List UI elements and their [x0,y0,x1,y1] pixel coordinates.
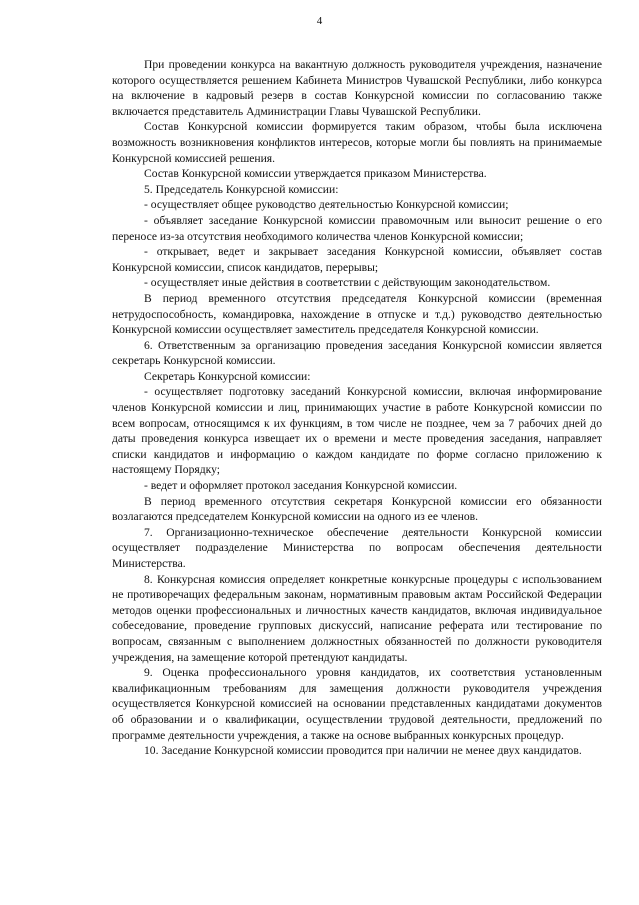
paragraph: 8. Конкурсная комиссия определяет конкретные конкурсные процедуры с использованием не противоречащих федеральным законам, нормативным правовым актам Российской Федерации методов оценки профессиональных и личностных качеств кандидатов, включая индивидуальное собеседование, проведение групповых дискуссий, написание реферата или тестирование по вопросам, связанным с выполнением должностных обязанностей по должности руководителя учреждения, на замещение которой претендуют кандидаты. [112,572,602,664]
paragraph: 7. Организационно-техническое обеспечение деятельности Конкурсной комиссии осуществляет подразделение Министерства по вопросам обеспечения деятельности Министерства. [112,525,602,570]
list-item: - осуществляет общее руководство деятельностью Конкурсной комиссии; [144,198,509,212]
document-body [112,57,602,759]
list-item: - объявляет заседание Конкурсной комиссии правомочным или выносит решение о его переносе из-за отсутствия необходимого количества членов Конкурсной комиссии; [112,213,602,243]
paragraph: 9. Оценка профессионального уровня кандидатов, их соответствия установленным квалификационным требованиям для замещения должности руководителя учреждения осуществляется Конкурсной комиссией на основании представленных кандидатами документов об образовании и о квалификации, осуществлении трудовой деятельности, предложений по программе деятельности учреждения, а также на основе выбранных конкурсных процедур. [112,666,602,742]
list-item: - осуществляет подготовку заседаний Конкурсной комиссии, включая информирование членов Конкурсной комиссии и лиц, принимающих участие в работе Конкурсной комиссии по всем вопросам, относящимся к их функциям, в том числе не позднее, чем за 7 рабочих дней до даты проведения конкурса извещает их о времени и месте проведения заседания, направляет списки кандидатов и информацию о каждом кандидате по форме согласно приложению к настоящему Порядку; [112,385,602,477]
section-heading: 5. Председатель Конкурсной комиссии: [144,182,339,196]
paragraph: 10. Заседание Конкурсной комиссии проводится при наличии не менее двух кандидатов. [144,744,582,758]
paragraph: 6. Ответственным за организацию проведения заседания Конкурсной комиссии является секретарь Конкурсной комиссии. [112,338,602,368]
list-item: - ведет и оформляет протокол заседания Конкурсной комиссии. [144,479,458,493]
paragraph: В период временного отсутствия секретаря Конкурсной комиссии его обязанности возлагаются председателем Конкурсной комиссии на одного из ее членов. [112,494,602,524]
section-heading: Секретарь Конкурсной комиссии: [144,369,311,383]
paragraph: В период временного отсутствия председателя Конкурсной комиссии (временная нетрудоспособность, командировка, нахождение в отпуске и т.д.) руководство деятельностью Конкурсной комиссии осуществляет заместитель председателя Конкурсной комиссии. [112,291,602,337]
list-item: - открывает, ведет и закрывает заседания Конкурсной комиссии, объявляет состав Конкурсной комиссии, список кандидатов, перерывы; [112,245,602,274]
page-number: 4 [316,15,323,27]
paragraph: Состав Конкурсной комиссии формируется таким образом, чтобы была исключена возможность возникновения конфликтов интересов, которые могли бы повлиять на принимаемые Конкурсной комиссией решения. [112,120,602,165]
paragraph: Состав Конкурсной комиссии утверждается приказом Министерства. [144,167,487,181]
paragraph: При проведении конкурса на вакантную должность руководителя учреждения, назначение которого осуществляется решением Кабинета Министров Чувашской Республики, либо конкурса на включение в кадровый резерв в состав Конкурсной комиссии по согласованию также включается представитель Администрации Главы Чувашской Республики. [112,58,602,118]
list-item: - осуществляет иные действия в соответствии с действующим законодательством. [144,276,551,290]
